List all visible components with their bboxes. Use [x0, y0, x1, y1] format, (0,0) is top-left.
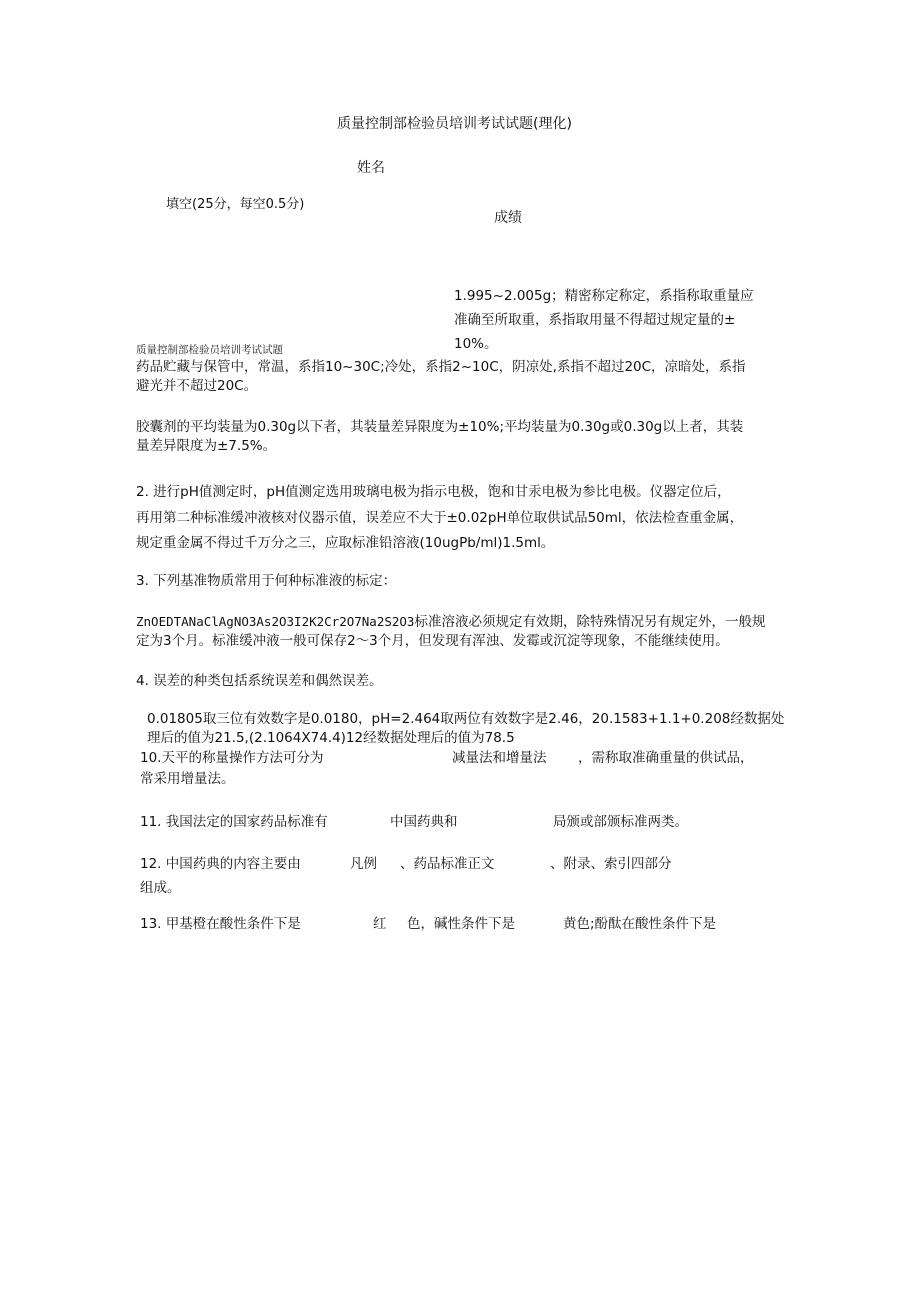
q11-answer-1: 中国药典和 [390, 814, 458, 830]
q10-prefix: 10.天平的称量操作方法可分为 [140, 750, 324, 766]
q10-line-2: 常采用增量法。 [140, 771, 235, 787]
sigfig-line-2: 理后的值为21.5,(2.1064X74.4)12经数据处理后的值为78.5 [147, 730, 515, 746]
partial-section-heading [160, 194, 350, 212]
partial-section-heading-text: 填空(25分，每空0.5分) [166, 197, 305, 212]
q13-answer-2: 黄色;酚酞在酸性条件下是 [563, 916, 717, 932]
q12-answer-1: 凡例 [350, 856, 377, 872]
q3-line-1: 3. 下列基准物质常用于何种标准液的标定： [136, 573, 397, 589]
storage-line-1: 药品贮藏与保管中，常温，系指10~30C;冷处，系指2~10C，阴凉处,系指不超过20C，凉暗处，系指 [136, 359, 746, 375]
page-title: 质量控制部检验员培训考试试题(理化) [337, 116, 572, 132]
q13-prefix: 13. 甲基橙在酸性条件下是 [140, 916, 301, 932]
q13-answer-1: 红 [373, 916, 387, 932]
standards-line-1-rest: 标准溶液必须规定有效期，除特殊情况另有规定外，一般规 [414, 614, 766, 630]
name-label: 姓名 [357, 160, 385, 176]
q10-answer: 减量法和增量法 [452, 750, 547, 766]
weighing-line-3: 10%。 [454, 336, 498, 352]
q2-line-2: 再用第二种标准缓冲液核对仪器示值，误差应不大于±0.02pH单位取供试品50ml，依法检查重金属， [136, 510, 744, 526]
q12-prefix: 12. 中国药典的内容主要由 [140, 856, 301, 872]
q12-line-2: 组成。 [140, 880, 181, 896]
capsule-line-1: 胶囊剂的平均装量为0.30g以下者，其装量差异限度为±10%;平均装量为0.30g或0.30g以上者，其装 [136, 419, 744, 435]
q2-line-1: 2. 进行pH值测定时，pH值测定选用玻璃电极为指示电极，饱和甘汞电极为参比电极。仪器定位后， [136, 484, 731, 500]
q10-suffix: ，需称取准确重量的供试品， [578, 750, 754, 766]
standards-line-2: 定为3个月。标准缓冲液一般可保存2～3个月，但发现有浑浊、发霉或沉淀等现象，不能继续使用。 [136, 633, 729, 649]
q11-prefix: 11. 我国法定的国家药品标准有 [140, 814, 328, 830]
standards-formula: ZnOEDTANaClAgNO3As2O3I2K2Cr2O7Na2S2O3 [136, 614, 415, 629]
storage-line-2: 避光并不超过20C。 [136, 378, 258, 394]
q12-sep-2: 、附录、索引四部分 [550, 856, 672, 872]
q13-mid: 色，碱性条件下是 [407, 916, 515, 932]
capsule-line-2: 量差异限度为±7.5%。 [136, 438, 277, 454]
weighing-line-1: 1.995~2.005g；精密称定称定，系指称取重量应 [454, 288, 754, 304]
weighing-line-2: 准确至所取重，系指取用量不得超过规定量的± [454, 312, 736, 328]
running-header: 质量控制部检验员培训考试试题 [136, 344, 283, 356]
q12-sep-1: 、药品标准正文 [400, 856, 495, 872]
score-label: 成绩 [494, 210, 522, 226]
q4-line-1: 4. 误差的种类包括系统误差和偶然误差。 [136, 673, 383, 689]
q2-line-3: 规定重金属不得过千万分之三，应取标准铅溶液(10ugPb/ml)1.5ml。 [136, 535, 555, 551]
sigfig-line-1: 0.01805取三位有效数字是0.0180，pH=2.464取两位有效数字是2.46，20.1583+1.1+0.208经数据处 [147, 711, 785, 727]
q11-answer-2: 局颁或部颁标准两类。 [553, 814, 688, 830]
